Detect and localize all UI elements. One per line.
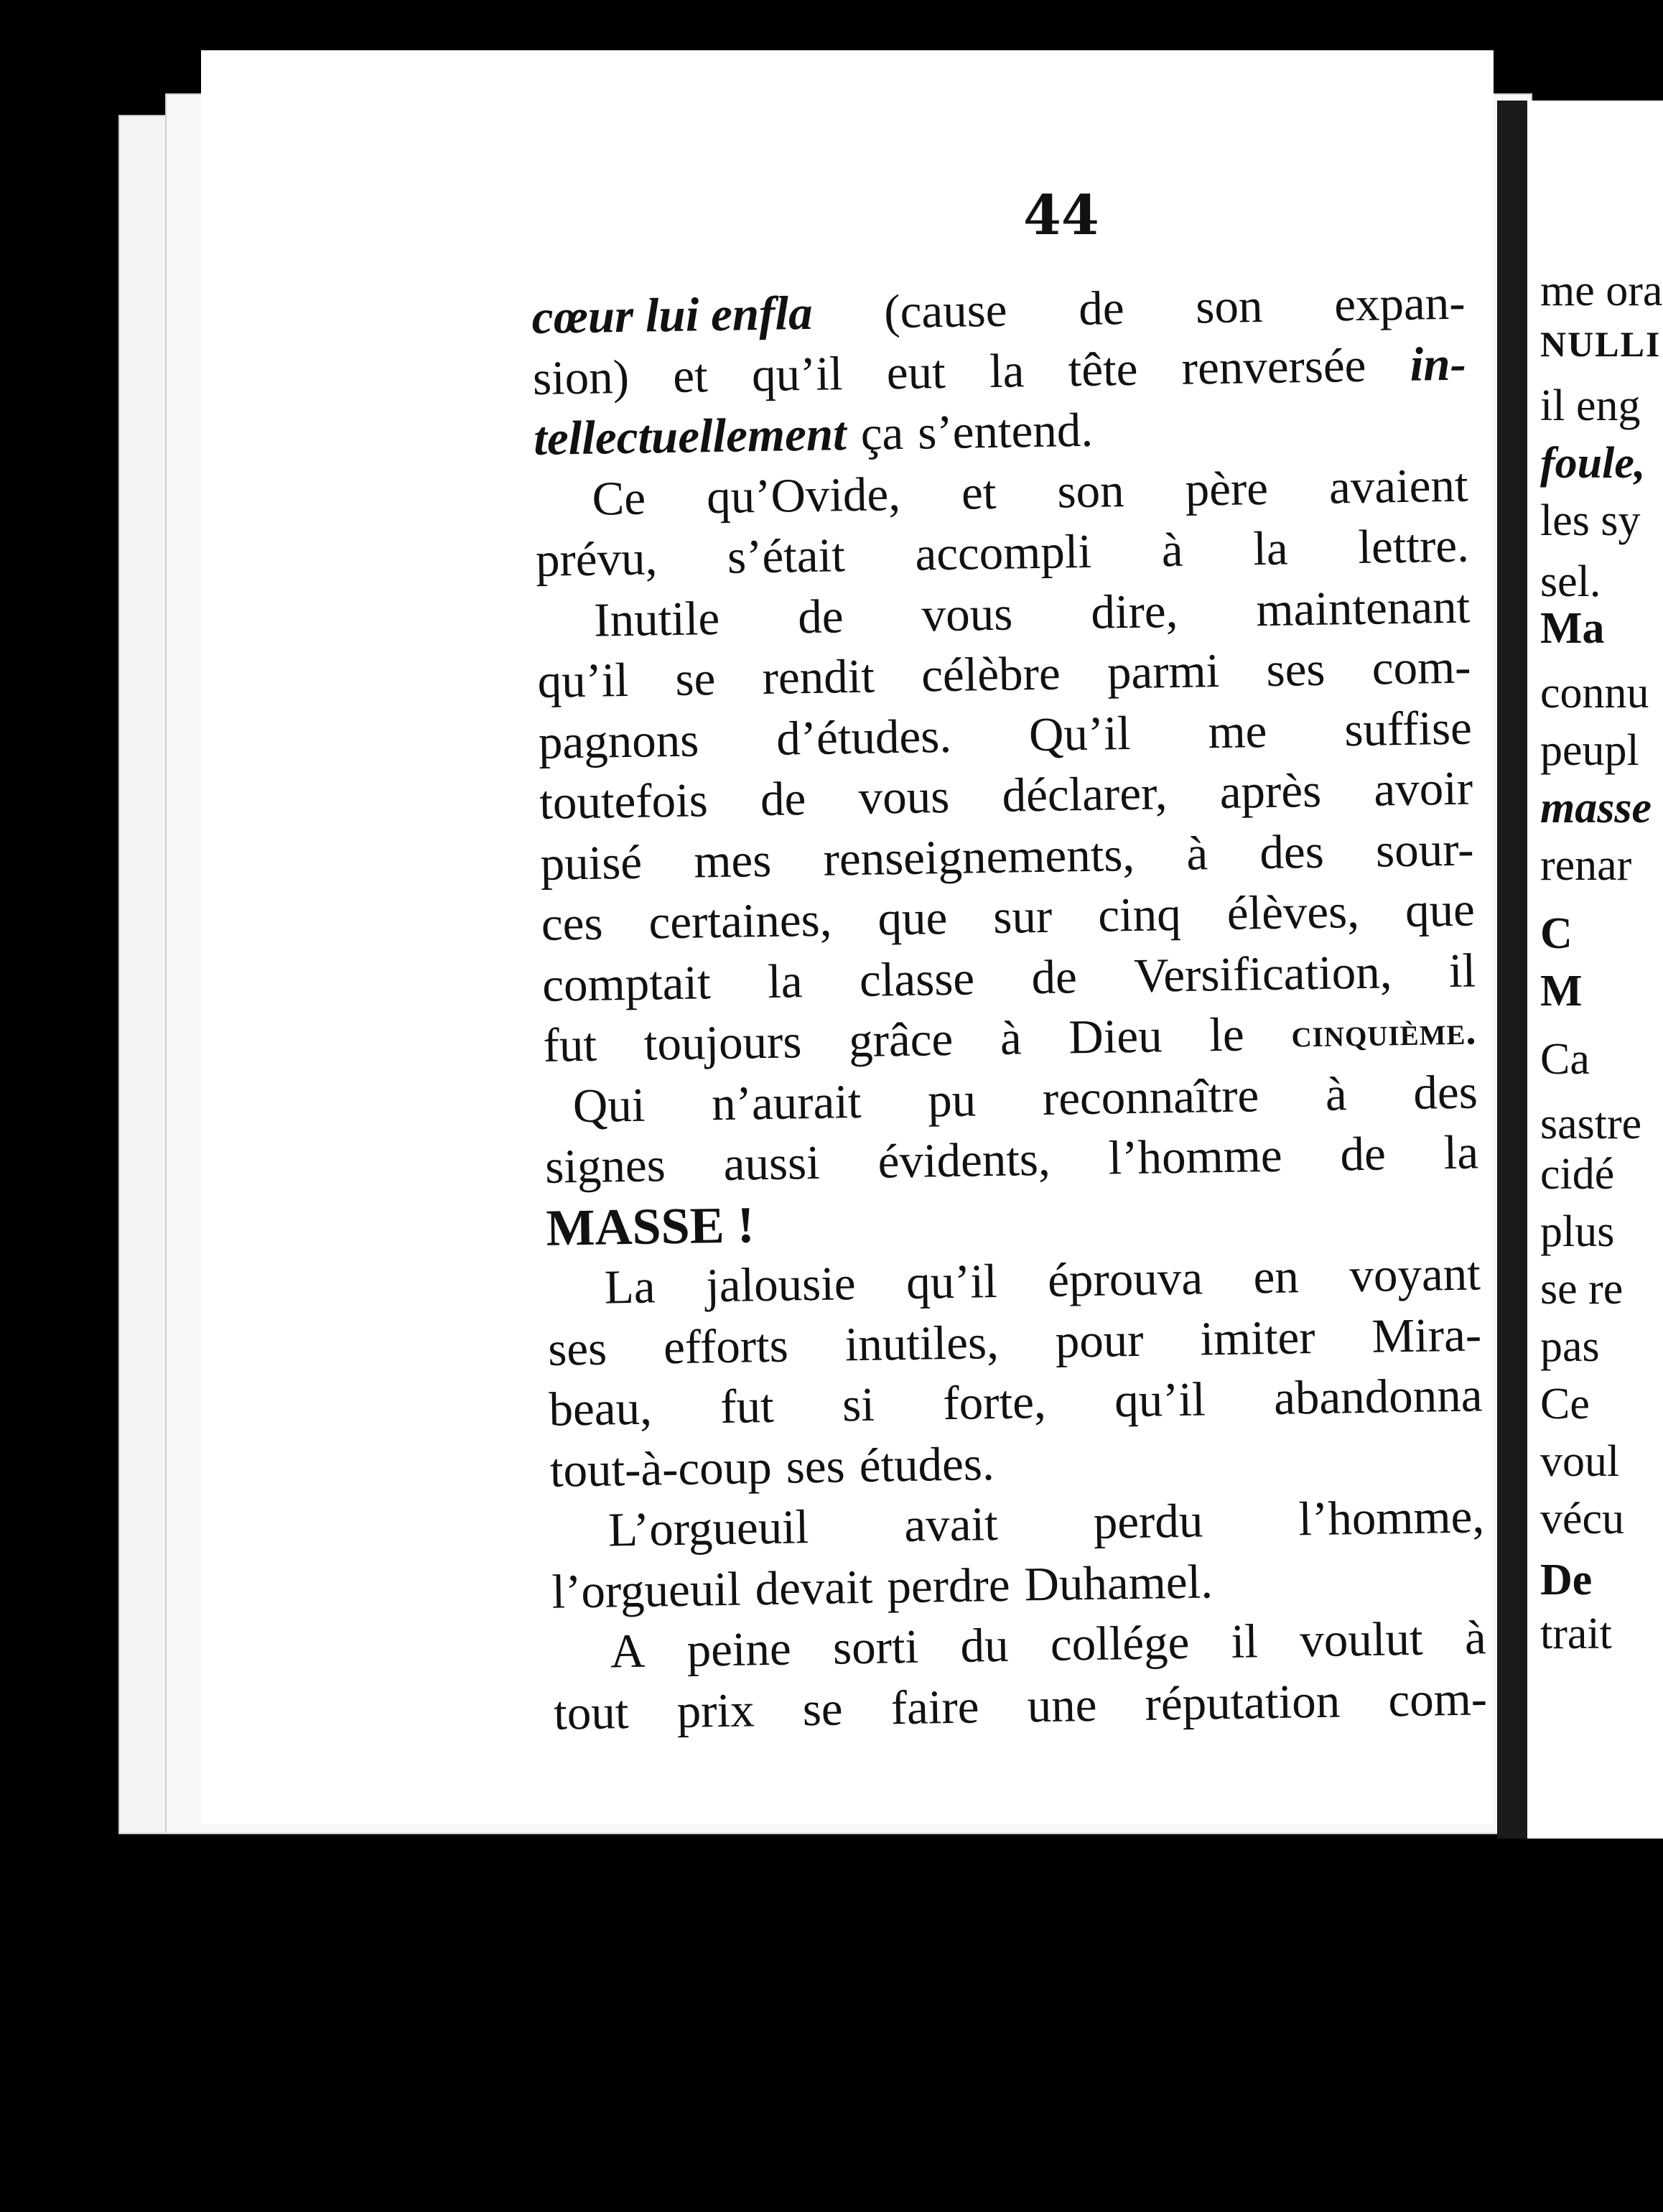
right-page-line: sastre [1540,1100,1642,1148]
word: toujours [643,1015,802,1071]
word: lettre. [1357,519,1470,574]
word: Ce [592,471,646,526]
word: l’orgueuil [551,1562,742,1619]
right-page-line: voul [1540,1437,1620,1486]
word: de [1339,1127,1387,1181]
word: et [672,348,709,403]
word: perdre [886,1558,1011,1613]
right-page-line: Ca [1540,1035,1590,1084]
word: son [1195,279,1263,334]
word: n’aurait [711,1074,862,1130]
word: aussi [723,1135,821,1191]
word: l’homme, [1298,1490,1485,1546]
body-text [531,273,1488,1744]
word: jalousie [705,1257,857,1313]
word: ça [860,406,904,460]
word: Duhamel. [1023,1554,1214,1611]
word: voyant [1348,1247,1481,1303]
word: à [1000,1011,1023,1065]
word: à [1464,1611,1487,1665]
word: de [1030,949,1078,1004]
word: Inutile [593,591,720,647]
word: prix [676,1683,755,1738]
right-page-line: cidé [1540,1150,1615,1199]
word: grâce [848,1012,954,1068]
right-page-line: il eng [1540,381,1641,430]
word: rendit [762,649,875,705]
word: comptait [541,955,712,1012]
word: reconnaître [1042,1068,1259,1125]
word: la [1443,1125,1479,1180]
word: signes [544,1138,666,1194]
word: certaines, [648,893,832,949]
word: sour- [1375,822,1474,878]
word: tout [553,1685,629,1740]
word: de [1078,282,1125,336]
word: qu’il [751,346,844,401]
word: évidents, [877,1132,1051,1189]
word: A [610,1624,646,1678]
word: efforts [663,1319,789,1374]
word: perdu [1093,1494,1203,1549]
right-page-line: peupl [1540,726,1639,775]
word: fut [719,1379,775,1434]
word: d’études. [775,709,952,766]
word: puisé [540,835,643,891]
word: beau, [548,1381,653,1436]
word: Dieu [1068,1009,1163,1064]
word: si [842,1377,875,1432]
word: collége [1050,1615,1190,1671]
word: maintenant [1255,580,1471,636]
book-spine [1497,101,1527,1839]
word: inutiles, [844,1315,1000,1371]
word: (cause [883,283,1008,339]
right-page-line: pas [1540,1322,1600,1371]
right-page-line: masse [1540,784,1652,832]
word: mes [693,833,772,888]
word: qu’Ovide, [706,467,901,524]
right-page-line: C [1540,909,1573,958]
word: de [760,772,806,827]
word: se [802,1681,844,1736]
word: tout-à-coup [549,1440,773,1497]
word: du [959,1618,1010,1673]
word: avoir [1373,761,1473,817]
right-page-line: sel. [1540,557,1601,606]
word: Versification, [1133,944,1392,1003]
page-number: 44 [1023,183,1099,247]
word: ces [541,896,604,951]
right-page-line: Ma [1540,604,1605,653]
word: com- [1371,640,1471,695]
word: à [1161,523,1184,577]
word: et [961,465,997,520]
word: élèves, [1226,885,1360,940]
word: tellectuellement [533,407,847,465]
word: tête [1068,342,1138,396]
word: qu’il [905,1254,998,1309]
word: une [1027,1678,1097,1732]
word: études. [859,1436,995,1492]
right-page-line: De [1540,1556,1593,1604]
word: accompli [914,524,1092,581]
word: avait [903,1497,999,1553]
word: abandonna [1273,1368,1483,1425]
word: s’entend. [917,403,1094,460]
word: toutefois [539,773,709,830]
word: ses [1265,642,1326,697]
word: me [1207,704,1267,758]
word: Qu’il [1028,706,1132,761]
word: prévu, [535,531,658,587]
word: Mira- [1371,1307,1482,1363]
right-page-line: se re [1540,1265,1624,1314]
right-page-line: NULLI [1540,324,1662,364]
word: avaient [1328,458,1469,514]
word: com- [1387,1671,1488,1727]
word: parmi [1107,644,1220,700]
word: réputation [1144,1674,1341,1731]
word: eut [886,345,946,399]
word: se [674,652,716,706]
word: à [1185,826,1208,880]
word: vous [921,587,1013,642]
word: éprouva [1047,1251,1203,1307]
word: il [1448,943,1476,998]
word: La [604,1260,656,1314]
word: pu [927,1072,977,1127]
word: sion) [532,350,630,405]
right-page-line: plus [1540,1207,1615,1256]
word: déclarer, [1002,766,1168,822]
word: renversée [1181,338,1366,395]
word: que [1405,883,1476,937]
word: peine [686,1622,792,1677]
word: il [1231,1614,1259,1668]
word: son [1056,463,1125,519]
word: renseignements, [823,827,1135,886]
word: vous [858,769,950,824]
word: à [1325,1066,1348,1121]
word: fut [543,1018,597,1072]
word: célèbre [921,646,1061,702]
right-page-line: foule, [1540,439,1646,488]
word: voulut [1299,1612,1424,1668]
word: classe [859,951,975,1007]
right-page-line: renar [1540,841,1632,890]
word: des [1412,1064,1478,1120]
word: pagnons [538,712,699,769]
word: des [1259,824,1325,879]
word: qu’il [537,653,629,708]
word: la [989,343,1025,398]
word: devait [755,1560,873,1615]
word: sorti [832,1620,919,1675]
word: que [877,891,948,946]
word: ses [547,1321,607,1376]
right-page-line: me ora [1540,266,1663,315]
right-page-line: les sy [1540,496,1641,545]
word: faire [890,1679,980,1734]
right-page-line: Ce [1540,1380,1590,1428]
word: cœur lui enfla [531,286,814,344]
word: L’orgueuil [607,1500,809,1557]
word: de [797,589,844,643]
word: l’homme [1108,1128,1283,1185]
right-page-line: M [1540,967,1583,1016]
word: s’était [727,529,846,584]
word: imiter [1199,1310,1316,1366]
word: pour [1055,1313,1145,1368]
word: en [1252,1250,1300,1304]
word: la [1252,521,1289,576]
word: qu’il [1114,1372,1206,1428]
word: sur [992,889,1053,944]
word: dire, [1090,584,1178,639]
right-page-line: vécu [1540,1495,1625,1543]
word: forte, [942,1375,1047,1431]
word: MASSE ! [545,1195,755,1257]
word: père [1185,461,1269,516]
word: in- [1410,337,1467,391]
word: cinquième. [1290,1008,1477,1056]
right-page-line: connu [1540,669,1649,717]
word: cinq [1097,887,1182,942]
word: la [767,954,803,1008]
word: suffise [1343,701,1473,756]
right-page-line: trait [1540,1609,1612,1658]
word: expan- [1333,276,1466,332]
right-page [1527,101,1663,1839]
word: après [1219,763,1322,819]
word: Qui [572,1078,646,1133]
word: le [1208,1008,1245,1062]
word: ses [786,1439,846,1494]
